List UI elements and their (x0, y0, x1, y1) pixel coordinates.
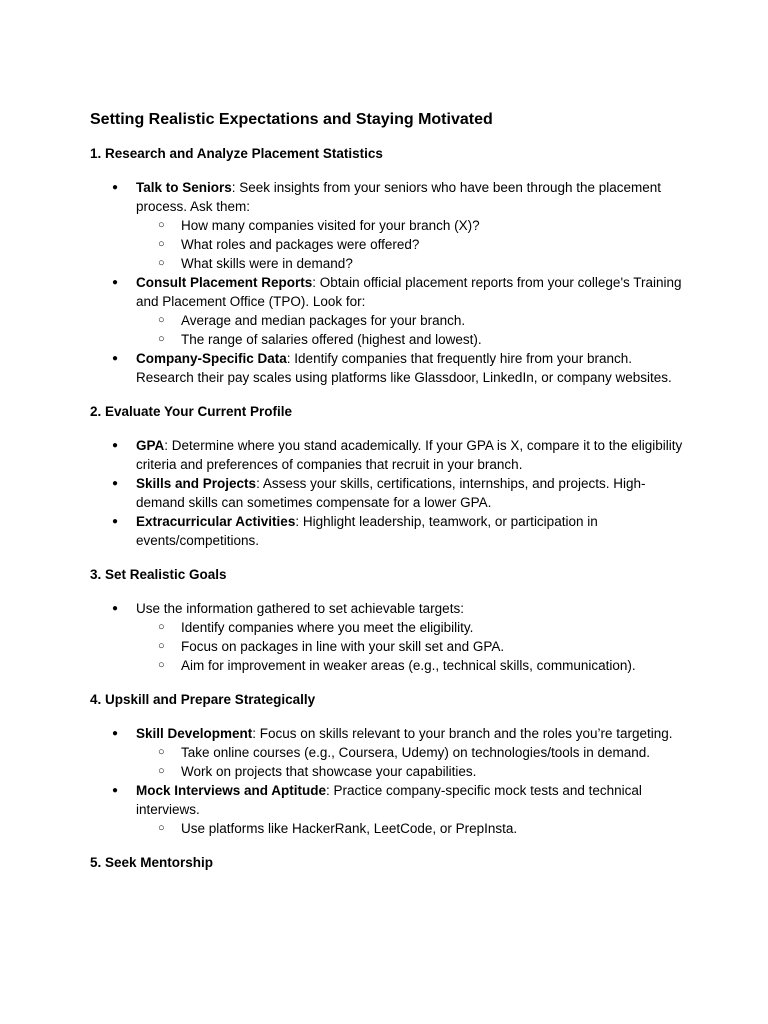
list-item (90, 178, 690, 273)
list-item-text: : Obtain official placement reports from your college's Training and Placement Office (TPO). Look for: (136, 275, 682, 309)
sub-list-item: ○ Focus on packages in line with your skill set and GPA. (136, 637, 690, 656)
list-item (90, 436, 690, 474)
section-set-realistic-goals (90, 565, 690, 675)
list-item (90, 349, 690, 387)
list-item-term: Extracurricular Activities (136, 514, 296, 529)
bullet-list (90, 178, 690, 387)
list-item (90, 599, 690, 675)
bullet-list (90, 436, 690, 550)
document-page (90, 109, 690, 887)
list-item-term: GPA (136, 438, 165, 453)
section-evaluate-profile (90, 402, 690, 550)
list-item (90, 724, 690, 781)
sub-list-item: ○ Use platforms like HackerRank, LeetCode, or PrepInsta. (136, 819, 690, 838)
sub-list-item: ○ The range of salaries offered (highest and lowest). (136, 330, 690, 349)
section-heading: 3. Set Realistic Goals (90, 567, 227, 582)
list-item-term: Company-Specific Data (136, 351, 287, 366)
section-seek-mentorship (90, 853, 690, 872)
list-item (90, 273, 690, 349)
section-heading: 5. Seek Mentorship (90, 855, 214, 870)
list-item-term: Skills and Projects (136, 476, 257, 491)
list-item-text: : Highlight leadership, teamwork, or participation in events/competitions. (136, 514, 598, 548)
list-item-text: : Assess your skills, certifications, internships, and projects. High-demand skills can sometimes compensate for a lower GPA. (136, 476, 646, 510)
list-item-text: : Determine where you stand academically. If your GPA is X, compare it to the eligibility criteria and preferences of companies that recruit in your branch. (136, 438, 683, 472)
sub-list (136, 819, 690, 838)
list-item-term: Consult Placement Reports (136, 275, 313, 290)
sub-list (136, 743, 690, 781)
sub-list-item: ○ Identify companies where you meet the eligibility. (136, 618, 690, 637)
section-heading: 4. Upskill and Prepare Strategically (90, 692, 316, 707)
list-item-text: : Focus on skills relevant to your branch and the roles you’re targeting. (252, 726, 673, 741)
page-title: Setting Realistic Expectations and Staying Motivated (90, 111, 493, 128)
list-item-text: : Seek insights from your seniors who have been through the placement process. Ask them: (136, 180, 662, 214)
bullet-list (90, 724, 690, 838)
sub-list (136, 618, 690, 675)
list-item (90, 474, 690, 512)
sub-list-item: ○ Take online courses (e.g., Coursera, Udemy) on technologies/tools in demand. (136, 743, 690, 762)
section-heading: 1. Research and Analyze Placement Statistics (90, 146, 383, 161)
sub-list-item: ○ How many companies visited for your branch (X)? (136, 216, 690, 235)
sub-list-item: ○ What skills were in demand? (136, 254, 690, 273)
sub-list-item: ○ What roles and packages were offered? (136, 235, 690, 254)
list-item-term: Mock Interviews and Aptitude (136, 783, 327, 798)
sub-list-item: ○ Aim for improvement in weaker areas (e.g., technical skills, communication). (136, 656, 690, 675)
sub-list-item: ○ Work on projects that showcase your capabilities. (136, 762, 690, 781)
list-item-text: : Identify companies that frequently hire from your branch. Research their pay scales using platforms like Glassdoor, LinkedIn, or company websites. (136, 351, 672, 385)
section-research-placement-statistics (90, 144, 690, 387)
sub-list (136, 216, 690, 273)
list-item (90, 781, 690, 838)
section-upskill-prepare (90, 690, 690, 838)
list-item-term: Talk to Seniors (136, 180, 232, 195)
section-heading: 2. Evaluate Your Current Profile (90, 404, 293, 419)
sub-list (136, 311, 690, 349)
list-item (90, 512, 690, 550)
bullet-list (90, 599, 690, 675)
list-item-text: Use the information gathered to set achievable targets: (136, 601, 464, 616)
list-item-text: : Practice company-specific mock tests and technical interviews. (136, 783, 642, 817)
sub-list-item: ○ Average and median packages for your branch. (136, 311, 690, 330)
list-item-term: Skill Development (136, 726, 253, 741)
